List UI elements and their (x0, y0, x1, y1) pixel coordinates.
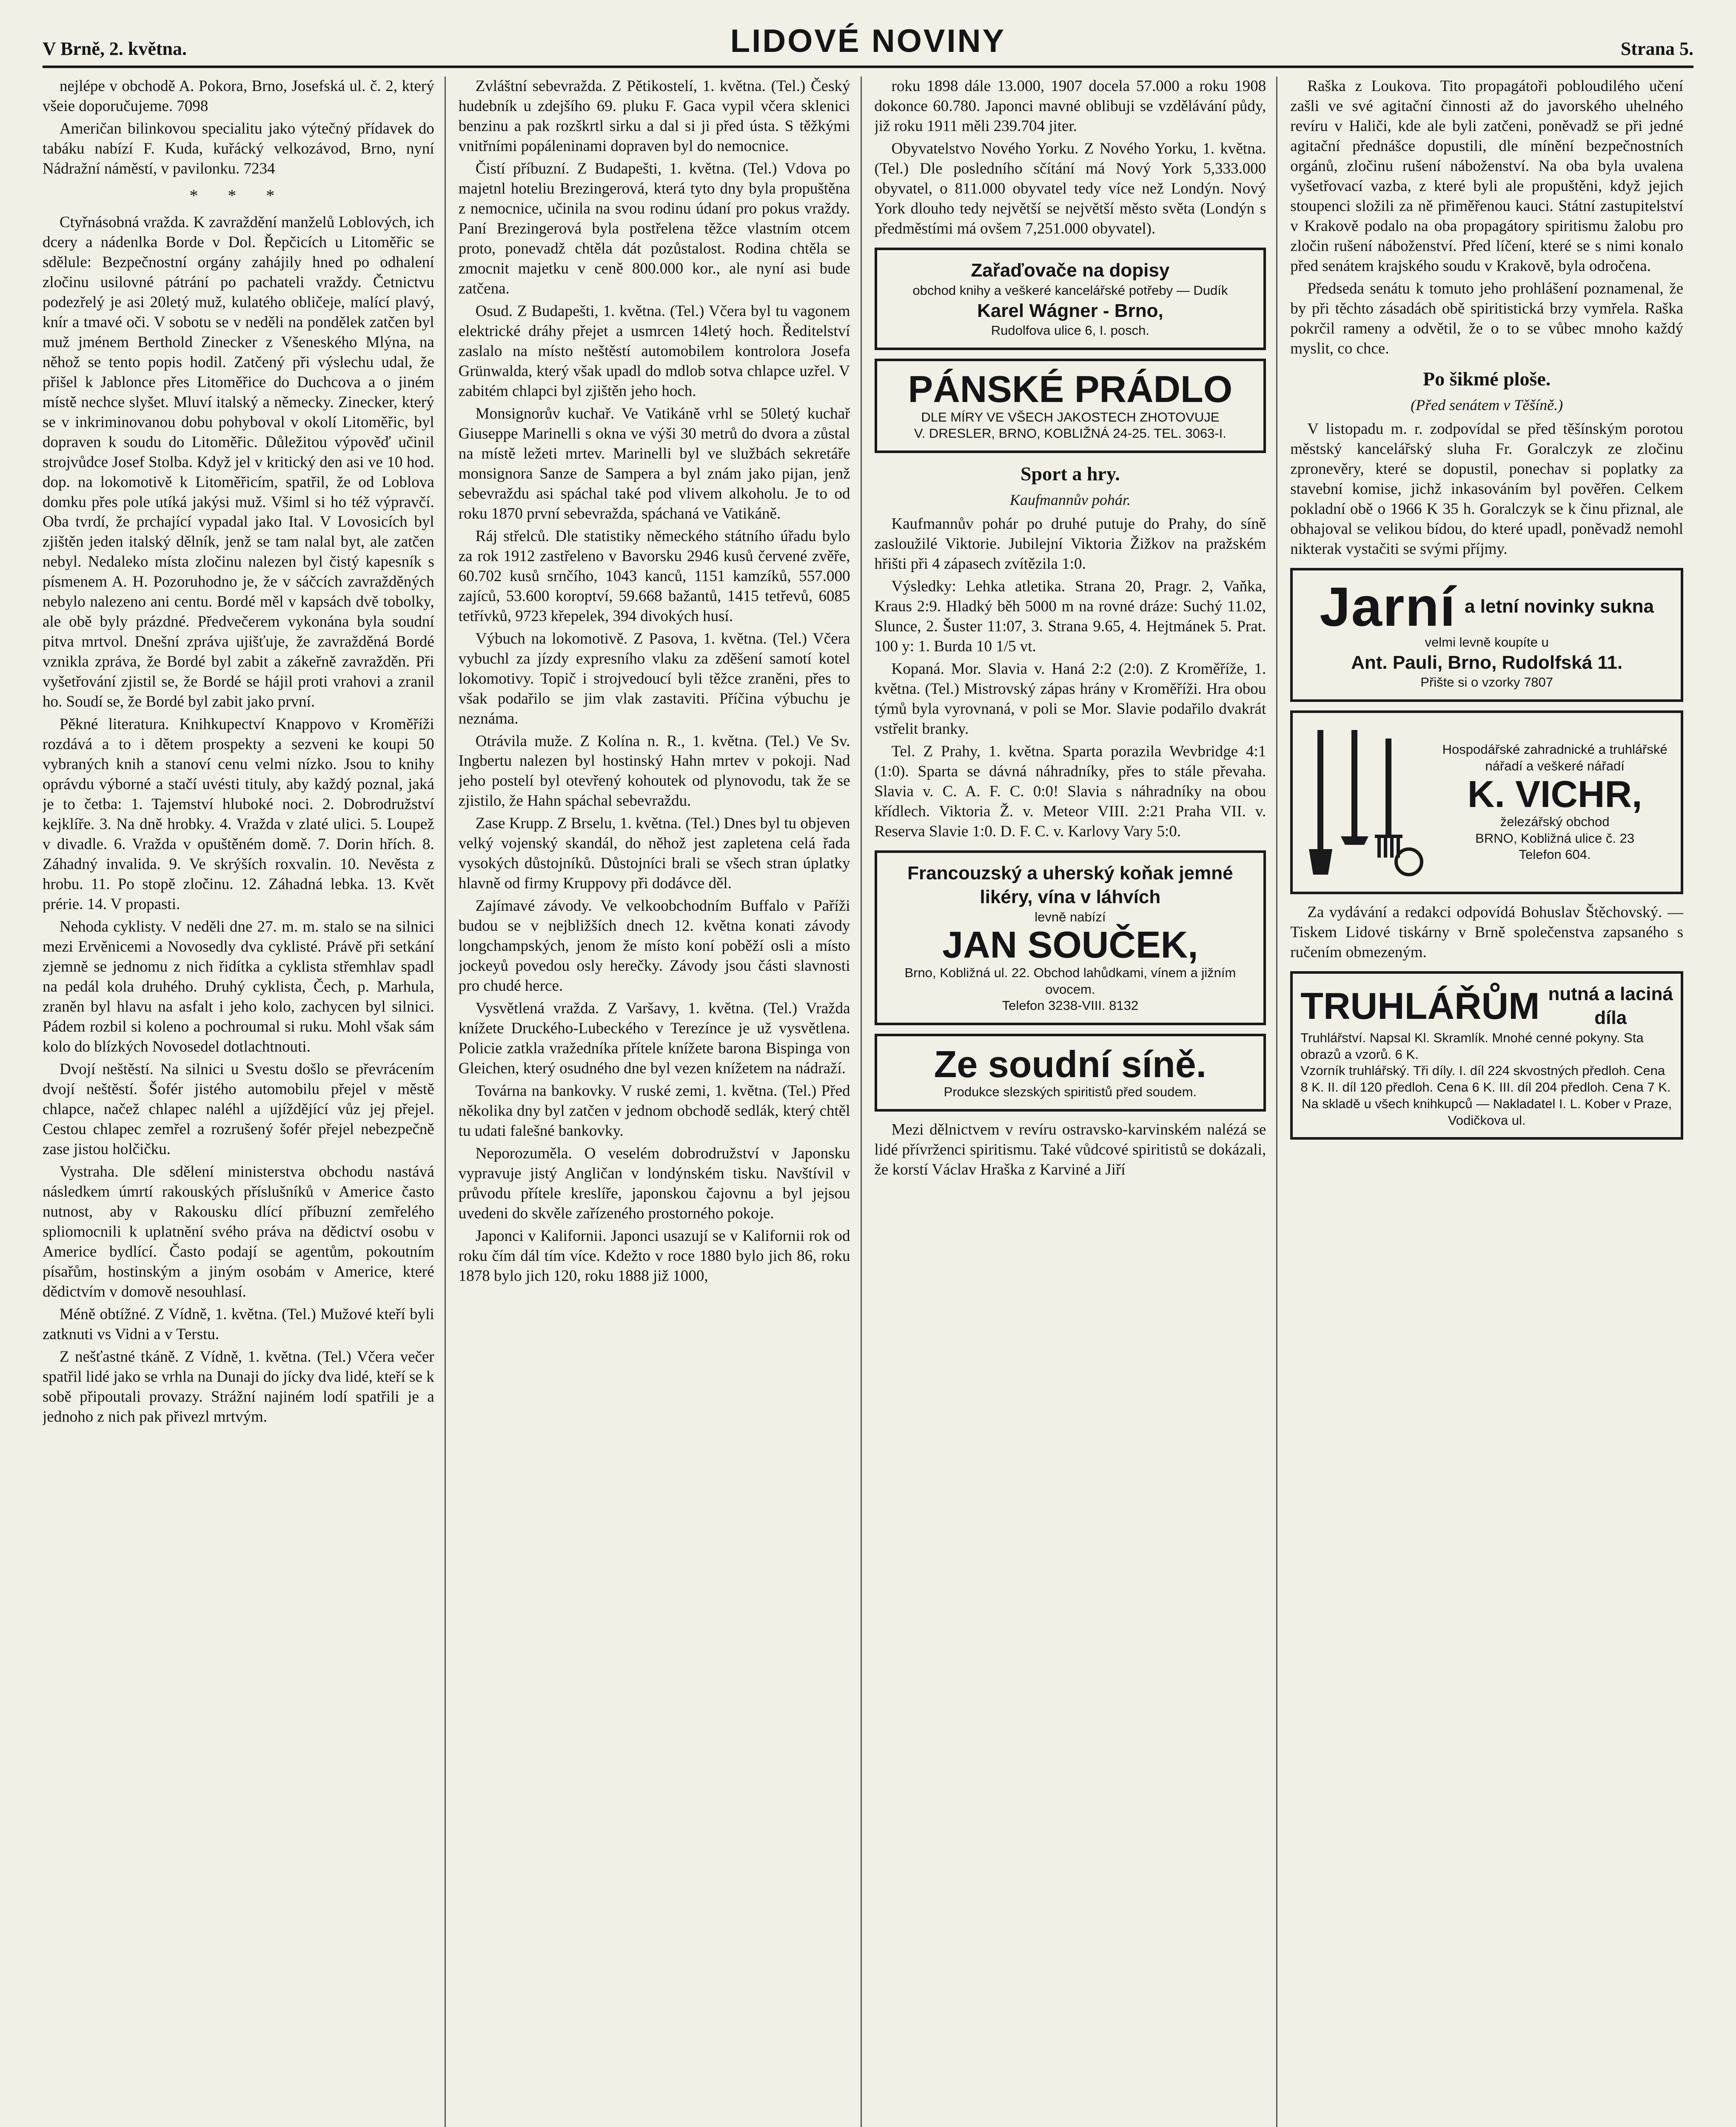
ad-headline: TRUHLÁŘŮM (1300, 984, 1540, 1027)
article-paragraph: Kopaná. Mor. Slavia v. Haná 2:2 (2:0). Z Kroměříže, 1. května. (Tel.) Mistrovský zápas hrány v Kroměříži. Hra obou týmů byla vyrovnaná, v poli se Mor. Slavie podařilo dvakrát vstřelit branky. (874, 660, 1266, 738)
advertisement-pauli (1290, 568, 1683, 702)
article-paragraph: Obyvatelstvo Nového Yorku. Z Nového Yorku, 1. května. (Tel.) Dle posledního sčítání má Nový York 5,333.000 obyvatel, o 811.000 obyvatel tedy více než Londýn. Nový York dlouho tedy největší se největší město světa (Londýn s předměstími má ovšem 7,251.000 obyvatel). (874, 140, 1266, 237)
article-paragraph: Japonci v Kalifornii. Japonci usazují se v Kalifornii rok od roku čím dál tím více. Kdežto v roce 1880 bylo jich 86, roku 1878 bylo jich 120, roku 1888 již 1000, (458, 1227, 850, 1285)
ad-headline: PÁNSKÉ PRÁDLO (908, 368, 1233, 411)
ad-row (1300, 575, 1673, 638)
article-paragraph: Zase Krupp. Z Brselu, 1. května. (Tel.) Dnes byl tu objeven velký vojenský skandál, do něhož jest zapletena celá řada vysokých důstojníků. Důstojníci brali se všech stran úplatky hlavně od firmy Kruppovy při dodávce děl. (458, 815, 850, 892)
ad-address: Brno, Kobližná ul. 22. Obchod lahůdkami, vínem a jižním ovocem. (904, 965, 1236, 997)
ad-text: levně nabízí (1035, 909, 1106, 924)
advertisement-zaradovace (875, 248, 1266, 350)
advertisement-truhlarum (1290, 971, 1683, 1140)
article-paragraph: Vysvětlená vražda. Z Varšavy, 1. května. (Tel.) Vražda knížete Druckého-Lubeckého v Terezínce je už vysvětlena. Policie zatkla vražedníka přítele knížete barona Bispinga von Gleichen, který osudného dne byl vezen knížetem na nádraží. (458, 1000, 850, 1078)
ad-text: DLE MÍRY VE VŠECH JAKOSTECH ZHOTOVUJE (921, 409, 1220, 425)
ad-phone: Telefon 3238-VIII. 8132 (1002, 998, 1139, 1013)
article-paragraph: nejlépe v obchodě A. Pokora, Brno, Josefská ul. č. 2, který všeie doporučujeme. 7098 (43, 77, 434, 115)
section-subheading: (Před senátem v Těšíně.) (1411, 396, 1563, 414)
article-paragraph: Výsledky: Lehka atletika. Strana 20, Pragr. 2, Vaňka, Kraus 2:9. Hladký běh 5000 m na rovné dráze: Suchý 11.02, Slunce, 2. Šuster 11:07, 3. Strana 9.65, 4. Hejtmánek 5. Prat. 100 y: 1. Burda 10 1/5 vt. (874, 578, 1266, 656)
section-soudni-sin (875, 1034, 1266, 1112)
article-paragraph: Otrávila muže. Z Kolína n. R., 1. května. (Tel.) Ve Sv. Ingbertu nalezen byl hostinský Hahn mrtev v pokoji. Nad jeho postelí byl otevřený kohoutek od plynovodu, tak že se zjistilo, že Hahn spáchal sebevraždu. (458, 732, 850, 810)
columns (43, 77, 1693, 2127)
ad-text: Vzorník truhlářský. Tři díly. I. díl 224 skvostných předloh. Cena 8 K. II. díl 120 předloh. Cena 6 K. III. díl 204 předloh. Cena 7 K. (1300, 1063, 1671, 1095)
ad-phone: Telefon 604. (1519, 847, 1591, 862)
ad-text: velmi levně koupíte u (1425, 634, 1549, 650)
ad-address: BRNO, Kobližná ulice č. 23 (1475, 830, 1635, 846)
ad-note: Přište si o vzorky 7807 (1420, 675, 1554, 690)
article-paragraph: Ctyřnásobná vražda. K zavraždění manželů Loblových, ich dcery a nádenlka Borde v Dol. Řepčicích u Litoměřic se sdělule: Bezpečnostní orgány zahájily hned po odhalení zločinu usilovné pátrání po pachateli vraždy. Četnictvu podezřelý je asi 20letý muž, kulatého obličeje, malící plavý, knír a tmavé oči. V sobotu se v neděli na pondělek zatčen byl muž jménem Berthold Zinecker z Všeneského Mlýna, na něhož se tento popis hodil. Zatčený při výslechu udal, že přišel k Jablonce přes Litoměřice do Duchcova a o jiném místě nechce slyšet. Mluví italský a německy. Zinecker, který se v inkriminovanou dobu pohyboval v okolí Litoměřic, byl dopraven k soudu do Litoměřic. Důležitou výpověď učinil strojvůdce Josef Stolba. Když jel v kritický den asi ve 10 hod. dop. na lokomotivě k Litoměřicím, spatřil, že od Loblova domku přes pole utíká jakýsi muž. Všiml si ho též výpravčí. Oba tvrdí, že prchající vypadal jako Ital. V Lovosicích byl zjištěn jeden italský dělník, jenž se tam nalal byt, ale zatčen nebyl. Nedaleko místa zločinu nalezen byl čistý kapesník s písmenem A. H. Pozoruhodno je, že v sáčcích zavražděných nebylo nalezeno ani centu. Bordé měl v kapsách dvě tobolky, ale obě byly prázdné. Předvečerem vykonána byla soudní pitva mrtvol. Dnešní zpráva ujišťuje, že zavražděná Bordé vznikla zpráva, že Bordé byl zabit a zákeřně zavražděn. Při vyšetřování zjistil se, že Bordé se hájil proti vrahovi a zranil ho. Soudí se, že Bordé byl zabit jako první. (43, 213, 434, 711)
article-paragraph: Za vydávání a redakci odpovídá Bohuslav Štěchovský. — Tiskem Lidové tiskárny v Brně společenstva zapsaného s ručením obmezeným. (1290, 904, 1683, 961)
masthead (43, 17, 1693, 68)
ad-row (1300, 982, 1673, 1030)
ad-company: Ant. Pauli, Brno, Rudolfská 11. (1351, 652, 1623, 673)
section-heading: Sport a hry. (1020, 463, 1120, 485)
ad-headline: Hospodářské zahradnické a truhlářské nářadí a veškeré nářadí (1442, 742, 1668, 773)
column-3 (875, 77, 1278, 2127)
article-paragraph: Zajímavé závody. Ve velkoobchodním Buffalo v Paříži budou se v nejbližších dnech 12. května konati závody longchampských, jenom že místo koní poběží osli a místo jockeyů povedou osly herečky. Závody jsou části slavnosti pro chudé herce. (458, 897, 850, 995)
ad-company: Karel Wágner - Brno, (977, 300, 1163, 321)
column-2 (459, 77, 862, 2127)
ad-text: železářský obchod (1500, 814, 1610, 829)
article-paragraph: Kaufmannův pohár po druhé putuje do Prahy, do síně zasloužilé Viktorie. Jubilejní Viktoria Žižkov na pražském hřišti při 4 zápasech zvítězila 1:0. (874, 515, 1266, 573)
ad-row (1300, 721, 1673, 883)
ad-address: V. DRESLER, BRNO, KOBLIŽNÁ 24-25. TEL. 3063-I. (914, 426, 1226, 441)
advertisement-vichr (1290, 710, 1683, 894)
separator-stars: * * * (189, 185, 288, 205)
article-paragraph: Méně obtížné. Z Vídně, 1. května. (Tel.) Mužové kteří byli zatknuti vs Vidni a v Terstu. (43, 1305, 434, 1343)
column-1 (43, 77, 446, 2127)
article-paragraph: Američan bilinkovou specialitu jako výtečný přídavek do tabáku nabízí F. Kuda, kuřácký velkozávod, Brno, nyní Nádražní náměstí, v pavilonku. 7234 (43, 120, 434, 177)
ad-headline: Ze soudní síně. (934, 1043, 1207, 1086)
article-paragraph: Neporozuměla. O veselém dobrodružství v Japonsku vypravuje jistý Angličan v londýnském tisku. Navštívil v průvodu přítele kreslíře, japonskou čajovnu a byl jejsou uvedeni do skvěle zařízeného prostorného pokoje. (458, 1145, 850, 1223)
ad-headline: Francouzský a uherský koňak jemné likéry, vína v láhvích (907, 862, 1233, 907)
section-subheading: Kaufmannův pohár. (1009, 491, 1131, 509)
article-paragraph: Monsignorův kuchař. Ve Vatikáně vrhl se 50letý kuchař Giuseppe Marinelli s okna ve výši 30 metrů do dvora a zůstal na místě ležeti mrtev. Marinelli byl ve službách sekretáře monsignora Sanze de Sampera a byl znám jako pijan, jenž sebevraždu asi spáchal také pod vlivem alkoholu. Je to od roku 1870 první sebevražda, spáchaná ve Vatikáně. (458, 405, 850, 522)
article-paragraph: Čistí příbuzní. Z Budapešti, 1. května. (Tel.) Vdova po majetnl hoteliu Brezingerová, která tyto dny byla propuštěna z nemocnice, učinila na svou rodinu údaní pro pokus vraždy. Paní Brezingerová byla postřelena těžce vlastním otcem proto, ponevadž chtěla dát pozůstalost. Rodina chtěla se zmocnit majetku v ceně 800.000 kor., ale nyní asi bude zatčena. (458, 160, 850, 297)
article-paragraph: Pěkné literatura. Knihkupectví Knappovo v Kroměříži rozdává a to i dětem prospekty a sezveni ke koupi 50 vybraných knih a stanoví cenu velmi nízko. Jsou to knihy oprávdu výborné a stačí uvésti tituly, aby každý poznal, jaká je to četba: 1. Tajemství hluboké noci. 2. Dobrodružství kejklíře. 3. Na dně hrobky. 4. Vražda v zlaté ulici. 5. Loupež v divadle. 6. Vražda v opuštěném domě. 7. Dorin hřích. 8. Záhadný invalida. 9. Ve skrýších roxvalin. 10. Nevěsta z hrobu. 11. Po stopě zločinu. 12. Záhadná lebka. 13. Květ prérie. 14. V propasti. (43, 716, 434, 913)
article-paragraph: V listopadu m. r. zodpovídal se před těšínským porotou městský kancelářský sluha Fr. Goralczyk ze zločinu zpronevěry, které se dopustil, ponechav si poplatky za stavební komise, jichž inkasováním byl pověřen. Celkem pokladní obě o 1966 K 35 h. Goralczyk se k činu přiznal, ale obhajoval se velikou bídou, do které upadl, poněvadž nemohl nikterak vystačiti se svými příjmy. (1290, 420, 1683, 558)
ad-headline: Zařaďovače na dopisy (971, 259, 1170, 281)
article-paragraph: Z nešťastné tkáně. Z Vídně, 1. května. (Tel.) Včera večer spatřil lidé jako se vrhla na Dunaji do jícky dva lidé, kteří se k sobě připoutali provazy. Strážní najiném lodí spatřili je a jednoho z nich pak přivezl mrtvým. (43, 1348, 434, 1426)
article-paragraph: Továrna na bankovky. V ruské zemi, 1. května. (Tel.) Před několika dny byl zatčen v jednom obchodě sedlák, který chtěl tu udati falešné bankovky. (458, 1082, 850, 1140)
dateline: V Brně, 2. května. (43, 38, 187, 59)
ad-text: obchod knihy a veškeré kancelářské potřeby — Dudík (912, 282, 1228, 298)
ad-company: K. VICHR, (1467, 773, 1642, 815)
advertisement-soucek (875, 850, 1266, 1025)
ad-text: Produkce slezských spiritistů před soudem. (944, 1084, 1197, 1100)
ad-subheadline: a letní novinky sukna (1464, 596, 1654, 617)
column-4 (1290, 77, 1693, 2127)
ad-headline: Jarní (1320, 575, 1456, 638)
article-paragraph: Nehoda cyklisty. V neděli dne 27. m. m. stalo se na silnici mezi Ervěnicemi a Novosedly dva cyklisté. Právě při setkání zjemně se jednomu z nich řidítka a cyklista střemhlav spadl na pedál kola druhého. Druhý cyklista, Čech, p. Marhula, zraněn byl hlavu na asfalt i jeho kolo, zachycen byl silnici. Pádem rozbil si koleno a pochroumal si ruku. Mohl však sám kolo do blízkých Novosedel dotlachtnouti. (43, 918, 434, 1056)
article-paragraph: Mezi dělnictvem v revíru ostravsko-karvinském nalézá se lidé přívrženci spiritismu. Také vůdcové spiritistů se dokázali, že korstí Václav Hraška z Karviné a Jiří (874, 1121, 1266, 1179)
article-paragraph: Dvojí neštěstí. Na silnici u Svestu došlo se převrácením dvojí neštěstí. Šofér jistého automobilu přejel v městě chlapce, načež chlapec naléhl a ujíždějící vůz jej přejel. Cestou chlapec zemřel a rozrušený šofér přejel nebezpečně zase jistou holčičku. (43, 1061, 434, 1158)
page-number: Strana 5. (1620, 38, 1693, 59)
article-paragraph: roku 1898 dále 13.000, 1907 docela 57.000 a roku 1908 dokonce 60.780. Japonci mavné oblibuji se vzdělávání půdy, již roku 1911 měli 239.704 jiter. (874, 77, 1266, 135)
ad-text-block (1437, 741, 1673, 863)
article-paragraph: Předseda senátu k tomuto jeho prohlášení poznamenal, že by při těchto zásadách obě spiritistická brzy vymřela. Raška pokrčil rameny a odvětil, že o to se vůbec mnoho každý myslit, co chce. (1290, 279, 1683, 357)
article-paragraph: Ráj střelců. Dle statistiky německého státního úřadu bylo za rok 1912 zastřeleno v Bavorsku 2946 kusů červené zvěře, 60.702 kusů srnčího, 1043 kanců, 1151 kamzíků, 557.000 zajíců, 53.600 koroptví, 59.668 bažantů, 1415 tetřevů, 6085 tetřívků, 9723 křepelek, 394 divokých husí. (458, 527, 850, 625)
article-paragraph: Vystraha. Dle sdělení ministerstva obchodu nastává následkem úmrtí rakouských příslušníků v Americe často nutnost, aby v Rakousku dlící příbuzní zemřelého spliomocnili k uplatnění svého práva na dědictví osobu v Americe bydlící. Často podají se agentům, pokoutním písařům, hostinským a jiným osobám v Americe, které dědictvím v domově nesouhlasí. (43, 1163, 434, 1300)
article-paragraph: Tel. Z Prahy, 1. května. Sparta porazila Wevbridge 4:1 (1:0). Sparta se dávná náhradníky, přes to stále převaha. Slavia v. C. A. F. C. 0:0! Slavia s náhradníky na obou křídlech. Viktoria Ž. v. Meteor VIII. 2:21 Praha VII. v. Reserva Slavie 1:0. D. F. C. v. Karlovy Vary 5:0. (874, 742, 1266, 840)
article-paragraph: Raška z Loukova. Tito propagátoři pobloudilého učení zašli ve své agitační činnosti až do javorského uhelného revíru v Haliči, kde ale byli zatčeni, poněvadž se při jedné agitační přednášce dopustili, dle mínění bezpečnostních orgánů, zločinu rušení náboženství. Na oba byla uvalena vyšetřovací vazba, z které byli ale propuštěni, když jejich stoupenci složili za ně přiměřenou kauci. Státní zastupitelství v Krakově podalo na oba propagátory spiritismu žalobu pro zločin rušení náboženství. Před líčení, které se s nimi konalo před senátem krajského soudu v Krakově, byla odročena. (1290, 77, 1683, 275)
article-paragraph: Osud. Z Budapešti, 1. května. (Tel.) Včera byl tu vagonem elektrické dráhy přejet a usmrcen 14letý hoch. Ředitelství zaslalo na místo neštěstí automobilem kontrolora Josefa Grünwalda, který však upadl do mdlob sotva chlapce uzřel. V zabitém chlapci byl zjištěn jeho hoch. (458, 302, 850, 400)
ad-subheadline: nutná a laciná díla (1548, 984, 1673, 1028)
ad-company: JAN SOUČEK, (942, 924, 1198, 966)
section-heading: Po šikmé ploše. (1422, 368, 1551, 390)
newspaper-title: LIDOVÉ NOVINY (730, 23, 1006, 59)
ad-publisher: Na skladě u všech knihkupců — Nakladatel I. L. Kober v Praze, Vodičkova ul. (1302, 1096, 1672, 1128)
article-paragraph: Výbuch na lokomotivě. Z Pasova, 1. května. (Tel.) Včera vybuchl za jízdy expresního vlaku za zděšení samotí kotel lokomotivy. Topič i strojvedoucí byli těžce zraněni, přes to však podařilo se jim vlak zastaviti. Příčina výbuchu je neznáma. (458, 630, 850, 727)
garden-tools-icon (1300, 721, 1428, 883)
article-paragraph: Zvláštní sebevražda. Z Pětikostelí, 1. května. (Tel.) Český hudebník u zdejšího 69. pluku F. Gaca vypil včera sklenici benzinu a pak rozškrtl sirku a dal si ji před ústa. S těžkými vnitřními popáleninami dopraven byl do nemocnice. (458, 77, 850, 155)
advertisement-pradlo (875, 359, 1266, 453)
ad-text: Truhlářství. Napsal Kl. Skramlík. Mnohé cenné pokyny. Sta obrazů a vzorů. 6 K. (1300, 1030, 1644, 1062)
ad-address: Rudolfova ulice 6, I. posch. (991, 323, 1149, 338)
